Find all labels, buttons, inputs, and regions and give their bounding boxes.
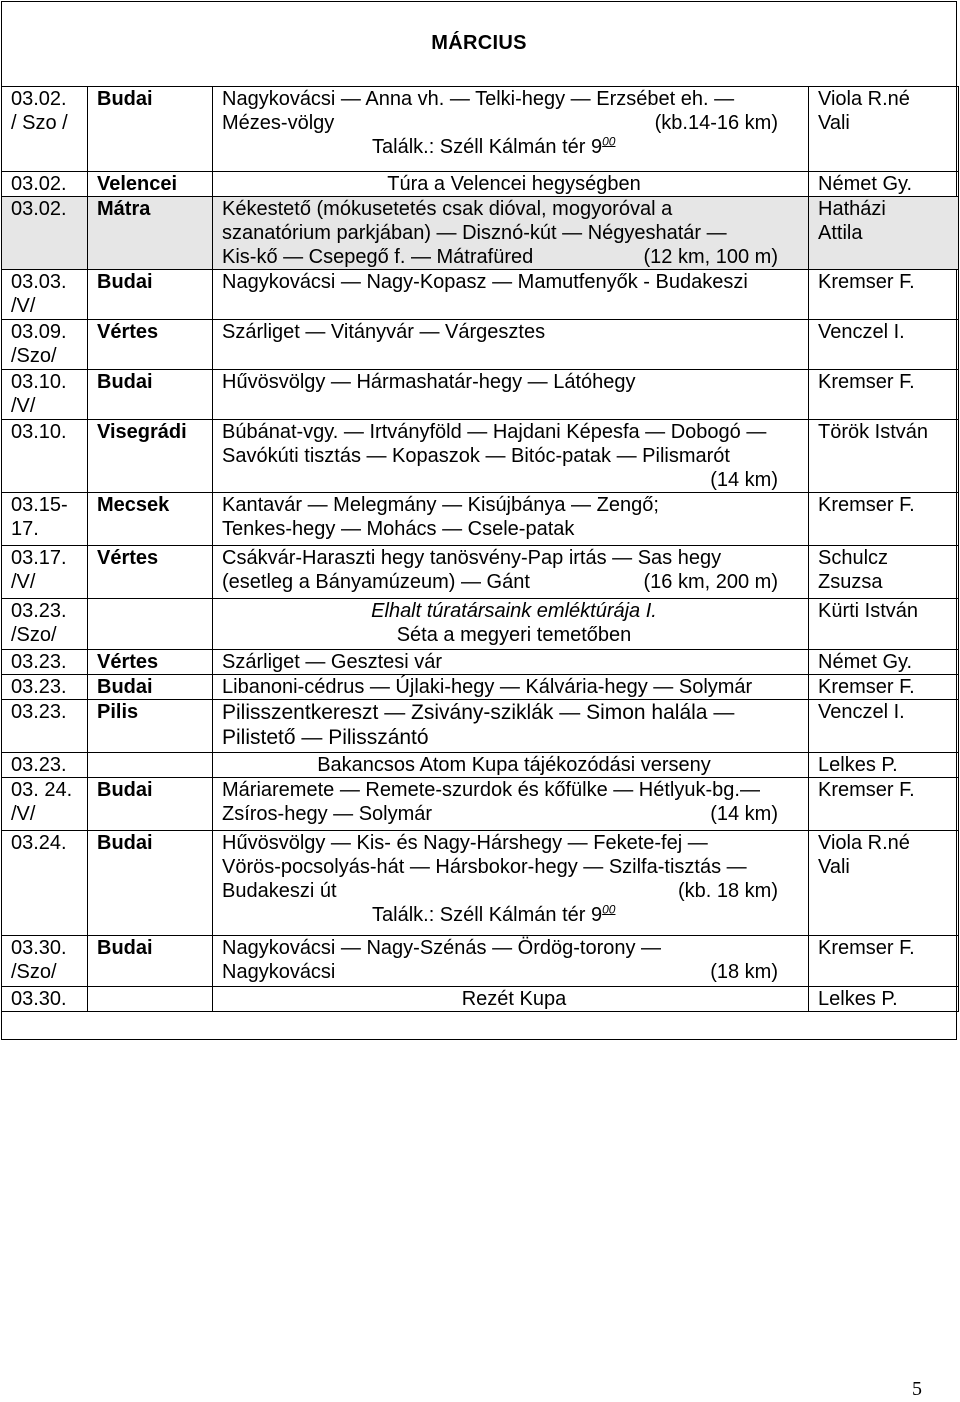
area-cell: Budai [88, 270, 213, 320]
date-cell: 03.10. /V/ [2, 370, 88, 420]
route-cell: Nagykovácsi — Nagy-Szénás — Ördög-torony — Nagykovácsi (18 km) [213, 936, 809, 987]
table-row [2, 420, 959, 493]
leader-cell: Lelkes P. [809, 987, 959, 1012]
table-row [2, 599, 959, 650]
leader-cell: Lelkes P. [809, 753, 959, 778]
route-cell: Libanoni-cédrus — Újlaki-hegy — Kálvária-hegy — Solymár [213, 675, 809, 700]
table-row [2, 270, 959, 320]
area-cell [88, 599, 213, 650]
area-cell: Mecsek [88, 493, 213, 546]
page-title: MÁRCIUS [431, 32, 527, 54]
date-cell: 03.30. /Szo/ [2, 936, 88, 987]
date-cell: 03.09. /Szo/ [2, 320, 88, 370]
table-row [2, 778, 959, 831]
leader-cell: Schulcz Zsuzsa [809, 546, 959, 599]
area-cell: Vértes [88, 650, 213, 675]
area-cell: Visegrádi [88, 420, 213, 493]
meeting-point: Találk.: Széll Kálmán tér $9^{00}$ [372, 902, 616, 926]
area-cell: Budai [88, 778, 213, 831]
date-cell: 03.03. /V/ [2, 270, 88, 320]
route-cell: Pilisszentkereszt — Zsivány-sziklák — Simon halála — Pilistető — Pilisszántó [213, 700, 809, 753]
route-cell: Csákvár-Haraszti hegy tanösvény-Pap irtás — Sas hegy (esetleg a Bányamúzeum) — Gánt (16 km, 200 m) [213, 546, 809, 599]
route-cell: Búbánat-vgy. — Irtványföld — Hajdani Képesfa — Dobogó — Savókúti tisztás — Kopaszok — Bitóc-patak — Pilismarót (14 km) [213, 420, 809, 493]
area-cell: Budai [88, 675, 213, 700]
table-row [2, 493, 959, 546]
table-row [2, 197, 959, 270]
leader-cell: Venczel I. [809, 700, 959, 753]
leader-cell: Venczel I. [809, 320, 959, 370]
table-row [2, 987, 959, 1012]
leader-cell: Német Gy. [809, 650, 959, 675]
table-row [2, 172, 959, 197]
date-cell: 03.30. [2, 987, 88, 1012]
table-row [2, 320, 959, 370]
table-row [2, 675, 959, 700]
area-cell: Budai [88, 936, 213, 987]
area-cell [88, 753, 213, 778]
area-cell: Velencei [88, 172, 213, 197]
date-cell: 03.17. /V/ [2, 546, 88, 599]
leader-cell: Kremser F. [809, 370, 959, 420]
area-cell: Mátra [88, 197, 213, 270]
route-cell: Nagykovácsi — Anna vh. — Telki-hegy — Erzsébet eh. — Mézes-völgy (kb.14-16 km) Találk.: Széll Kálmán tér $9^{00}$ [213, 87, 809, 172]
table-row [2, 650, 959, 675]
date-cell: 03.24. [2, 831, 88, 936]
date-cell: 03.23. /Szo/ [2, 599, 88, 650]
route-cell: Nagykovácsi — Nagy-Kopasz — Mamutfenyők - Budakeszi [213, 270, 809, 320]
route-cell: Kantavár — Melegmány — Kisújbánya — Zengő; Tenkes-hegy — Mohács — Csele-patak [213, 493, 809, 546]
table-row [2, 546, 959, 599]
route-cell: Hűvösvölgy — Kis- és Nagy-Hárshegy — Fekete-fej — Vörös-pocsolyás-hát — Hársbokor-hegy — Szilfa-tisztás — Budakeszi út (kb. 18 km) Találk.: Széll Kálmán tér $9^{00}$ [213, 831, 809, 936]
route-cell: Máriaremete — Remete-szurdok és kőfülke — Hétlyuk-bg.— Zsíros-hegy — Solymár (14 km) [213, 778, 809, 831]
leader-cell: Kremser F. [809, 778, 959, 831]
leader-cell: Kremser F. [809, 270, 959, 320]
area-cell: Pilis [88, 700, 213, 753]
area-cell [88, 987, 213, 1012]
route-cell: Hűvösvölgy — Hármashatár-hegy — Látóhegy [213, 370, 809, 420]
page-number: 5 [912, 1378, 922, 1400]
table-row [2, 831, 959, 936]
schedule-table [1, 86, 959, 1012]
leader-cell: Viola R.né Vali [809, 87, 959, 172]
area-cell: Budai [88, 370, 213, 420]
meeting-point: Találk.: Széll Kálmán tér $9^{00}$ [372, 134, 616, 158]
leader-cell: Török István [809, 420, 959, 493]
leader-cell: Viola R.né Vali [809, 831, 959, 936]
leader-cell: Hatházi Attila [809, 197, 959, 270]
leader-cell: Kürti István [809, 599, 959, 650]
area-cell: Budai [88, 831, 213, 936]
route-cell: Kékestető (mókusetetés csak dióval, mogyoróval a szanatórium parkjában) — Disznó-kút — Négyeshatár — Kis-kő — Csepegő f. — Mátrafüred (12 km, 100 m) [213, 197, 809, 270]
date-cell: 03.23. [2, 675, 88, 700]
route-cell: Szárliget — Gesztesi vár [213, 650, 809, 675]
leader-cell: Kremser F. [809, 675, 959, 700]
date-cell: 03.23. [2, 700, 88, 753]
table-row [2, 370, 959, 420]
route-cell: Bakancsos Atom Kupa tájékozódási verseny [213, 753, 809, 778]
date-cell: 03.23. [2, 650, 88, 675]
route-cell: Elhalt túratársaink emléktúrája I. Séta a megyeri temetőben [213, 599, 809, 650]
area-cell: Budai [88, 87, 213, 172]
table-row [2, 700, 959, 753]
date-cell: 03.02. [2, 172, 88, 197]
leader-cell: Kremser F. [809, 493, 959, 546]
leader-cell: Kremser F. [809, 936, 959, 987]
date-cell: 03.02. / Szo / [2, 87, 88, 172]
table-row [2, 87, 959, 172]
date-cell: 03. 24. /V/ [2, 778, 88, 831]
date-cell: 03.02. [2, 197, 88, 270]
route-cell: Rezét Kupa [213, 987, 809, 1012]
leader-cell: Német Gy. [809, 172, 959, 197]
route-cell: Túra a Velencei hegységben [213, 172, 809, 197]
date-cell: 03.23. [2, 753, 88, 778]
route-cell: Szárliget — Vitányvár — Várgesztes [213, 320, 809, 370]
table-row [2, 753, 959, 778]
table-row [2, 936, 959, 987]
date-cell: 03.10. [2, 420, 88, 493]
area-cell: Vértes [88, 320, 213, 370]
date-cell: 03.15- 17. [2, 493, 88, 546]
area-cell: Vértes [88, 546, 213, 599]
